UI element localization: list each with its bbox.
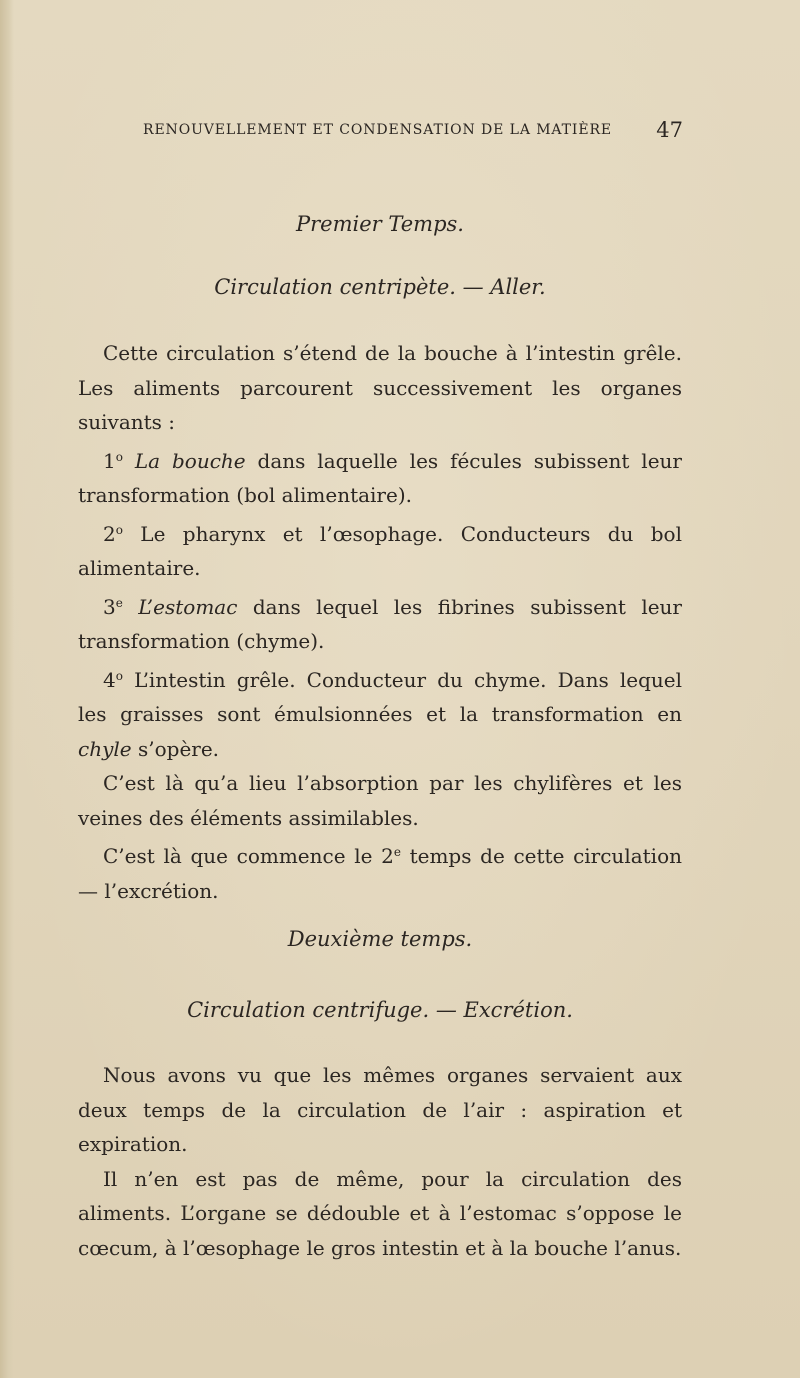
item-number: 3 [103, 594, 116, 619]
item-number: 1 [103, 448, 116, 473]
item-term: L’estomac [138, 594, 238, 619]
paragraph-text: C’est là que commence le 2 [103, 844, 394, 868]
item-ordinal: e [115, 595, 123, 610]
section2-body [78, 1058, 682, 1265]
paragraph: C’est là qu’a lieu l’absorption par les chylifères et les veines des éléments assimilables. [78, 771, 682, 830]
running-head [143, 118, 683, 144]
item-number: 2 [103, 521, 116, 546]
paragraph: Il n’en est pas de même, pour la circulation des aliments. L’organe se dédouble et à l’estomac s’oppose le cœcum, à l’œsophage le gros intestin et à la bouche l’anus. [78, 1166, 682, 1260]
section-subtitle-centrifuge: Circulation centrifuge. — Excrétion. [187, 998, 573, 1022]
paragraph [78, 835, 682, 908]
item-number: 4 [103, 667, 116, 692]
item-text: L’intestin grêle. Conducteur du chyme. Dans lequel les graisses sont émulsionnées et la transformation en [78, 667, 682, 726]
item-ordinal: o [115, 449, 123, 464]
item-text: dans laquelle les fécules subissent leur transformation (bol alimentaire). [78, 448, 682, 507]
section-subtitle-centripete: Circulation centripète. — Aller. [214, 275, 546, 299]
section-title-deuxieme-temps: Deuxième temps. [287, 927, 473, 951]
list-item-pharynx [78, 513, 682, 586]
paragraph: Nous avons vu que les mêmes organes servaient aux deux temps de la circulation de l’air : aspiration et expiration. [78, 1063, 682, 1156]
item-text: Le pharynx et l’œsophage. Conducteurs du bol alimentaire. [78, 521, 682, 580]
list-item-bouche [78, 440, 682, 513]
item-text: s’opère. [131, 736, 220, 761]
paragraph-text: temps de cette circulation — l’excrétion. [78, 844, 682, 903]
section-title-premier-temps: Premier Temps. [296, 212, 464, 236]
page-binding-edge [0, 0, 14, 1378]
item-term: chyle [78, 736, 132, 761]
running-title: RENOUVELLEMENT ET CONDENSATION DE LA MATIÈRE [143, 122, 613, 138]
list-item-intestin [78, 659, 682, 767]
list-item-estomac [78, 586, 682, 659]
paragraph: Cette circulation s’étend de la bouche à l’intestin grêle. Les aliments parcourent successivement les organes suivants : [78, 341, 682, 434]
item-term: La bouche [134, 448, 246, 473]
item-ordinal: o [115, 522, 123, 537]
ordinal: e [393, 845, 401, 859]
item-ordinal: o [115, 668, 123, 683]
item-text: dans lequel les fibrines subissent leur transformation (chyme). [78, 594, 682, 653]
section1-body [78, 336, 682, 908]
page-number: 47 [656, 118, 683, 142]
